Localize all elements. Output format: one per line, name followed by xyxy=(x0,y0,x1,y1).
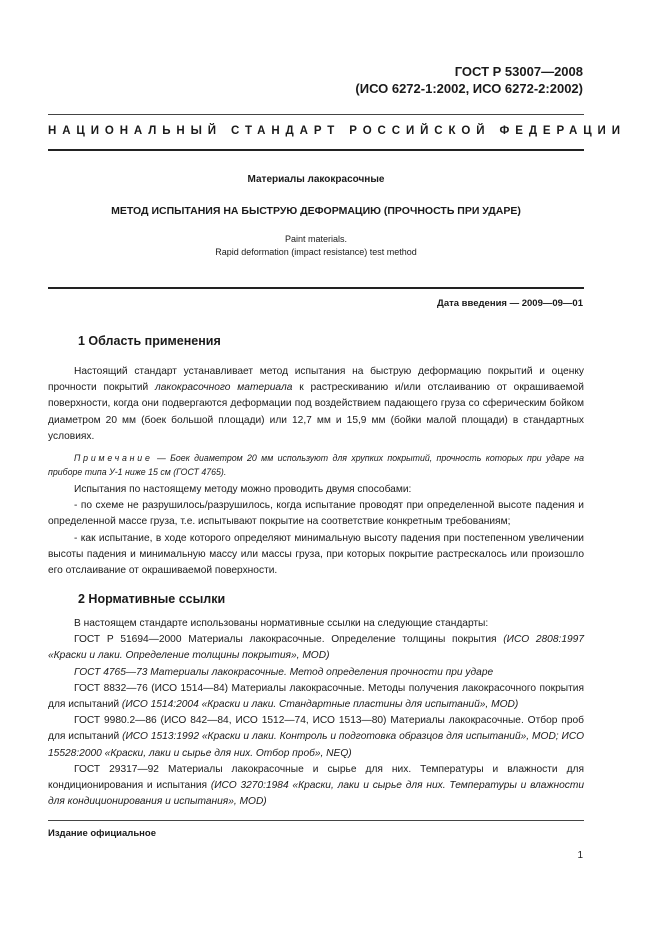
introduction-date: Дата введения — 2009—09—01 xyxy=(437,298,583,309)
national-standard-banner: НАЦИОНАЛЬНЫЙ СТАНДАРТ РОССИЙСКОЙ ФЕДЕРАЦИИ xyxy=(48,125,626,137)
p1-text-a: Настоящий стандарт устанавливает метод испытания на быструю деформацию покрытий и оценку прочности покрытий xyxy=(48,366,584,394)
section2-heading: 2 Нормативные ссылки xyxy=(78,592,226,606)
section1-bullet2: - как испытание, в ходе которого определяют минимальную высоту падения при постепенном увеличении высоты падения и минимальную массу или массы груза, при которых покрытие растрескалось или произошло его отслаивание от окрашиваемой поверхности. xyxy=(48,532,584,577)
note-text: — Боек диаметром 20 мм используют для хрупких покрытий, прочность которых при ударе на приборе типа У-1 ниже 15 см (ГОСТ 4765). xyxy=(48,453,584,478)
ref4-text: ГОСТ 9980.2—86 (ИСО 842—84, ИСО 1512—74, ИСО 1513—80) Материалы лакокрасочные. Отбор проб для испытаний xyxy=(48,715,584,743)
section1-note xyxy=(48,451,584,479)
title-rule xyxy=(48,287,584,289)
iso-references: (ИСО 6272-1:2002, ИСО 6272-2:2002) xyxy=(355,81,583,96)
section1-bullet1: - по схеме не разрушилось/разрушилось, когда испытание проводят при определенной высоте падения и определенной массе груза, т.е. испытывают покрытие на соответствие конкретным требованиям; xyxy=(48,500,584,528)
header-rule-bottom xyxy=(48,149,584,151)
section1-paragraph2: Испытания по настоящему методу можно проводить двумя способами: xyxy=(74,484,412,496)
p1-text-c: к растрескиванию и/или отслаиванию от окрашиваемой поверхности, когда они подвергаются деформации под воздействием падающего груза со сферическим бойком диаметром 20 мм (боек большой площади) или 12,7 мм и 15,9 мм (бойки малой площади) в стандартных условиях. xyxy=(48,382,584,442)
header-rule-top xyxy=(48,114,584,115)
ref3-italic: (ИСО 1514:2004 «Краски и лаки. Стандартные пластины для испытаний», MOD) xyxy=(121,699,519,711)
section2-body xyxy=(48,616,584,810)
section1-paragraph1 xyxy=(48,364,584,445)
reference-1 xyxy=(48,632,584,664)
ref4-italic: (ИСО 1513:1992 «Краски и лаки. Контроль и подготовка образцов для испытаний», MOD; ИСО 15528:2000 «Краски, лаки и сырье для них. Отбор проб», NEQ) xyxy=(48,731,584,759)
footer-rule xyxy=(48,820,584,821)
page-number: 1 xyxy=(577,850,583,861)
section1-heading: 1 Область применения xyxy=(78,334,221,348)
reference-3 xyxy=(48,681,584,713)
ref1-italic: (ИСО 2808:1997 «Краски и лаки. Определение толщины покрытия», MOD) xyxy=(48,634,585,662)
document-number-block xyxy=(355,63,583,97)
section2-intro: В настоящем стандарте использованы нормативные ссылки на следующие стандарты: xyxy=(74,618,489,629)
reference-4 xyxy=(48,713,584,762)
p1-text-italic: лакокрасочного материала xyxy=(155,382,293,394)
doc-number: ГОСТ Р 53007—2008 xyxy=(454,64,583,79)
ref5-text: ГОСТ 29317—92 Материалы лакокрасочные и сырье для них. Температуры и влажности для кондиционирования и испытания xyxy=(48,763,584,792)
reference-5 xyxy=(48,762,584,811)
ref5-italic: (ИСО 3270:1984 «Краски, лаки и сырье для них. Температуры и влажности для кондиционирования и испытания», MOD) xyxy=(48,780,584,808)
title-subtitle: Материалы лакокрасочные xyxy=(247,174,385,185)
title-english-line2: Rapid deformation (impact resistance) test method xyxy=(215,247,417,257)
ref1-text: ГОСТ Р 51694—2000 Материалы лакокрасочные. Определение толщины покрытия xyxy=(74,634,504,646)
reference-2: ГОСТ 4765—73 Материалы лакокрасочные. Метод определения прочности при ударе xyxy=(74,666,494,678)
ref3-text: ГОСТ 8832—76 (ИСО 1514—84) Материалы лакокрасочные. Методы получения лакокрасочного покрытия для испытаний xyxy=(48,682,584,711)
title-main: МЕТОД ИСПЫТАНИЯ НА БЫСТРУЮ ДЕФОРМАЦИЮ (ПРОЧНОСТЬ ПРИ УДАРЕ) xyxy=(111,205,521,217)
note-label: Примечание xyxy=(74,453,153,464)
official-edition-label: Издание официальное xyxy=(48,828,156,839)
title-english xyxy=(48,233,584,259)
section1-body xyxy=(48,364,584,579)
title-english-line1: Paint materials. xyxy=(284,234,348,244)
